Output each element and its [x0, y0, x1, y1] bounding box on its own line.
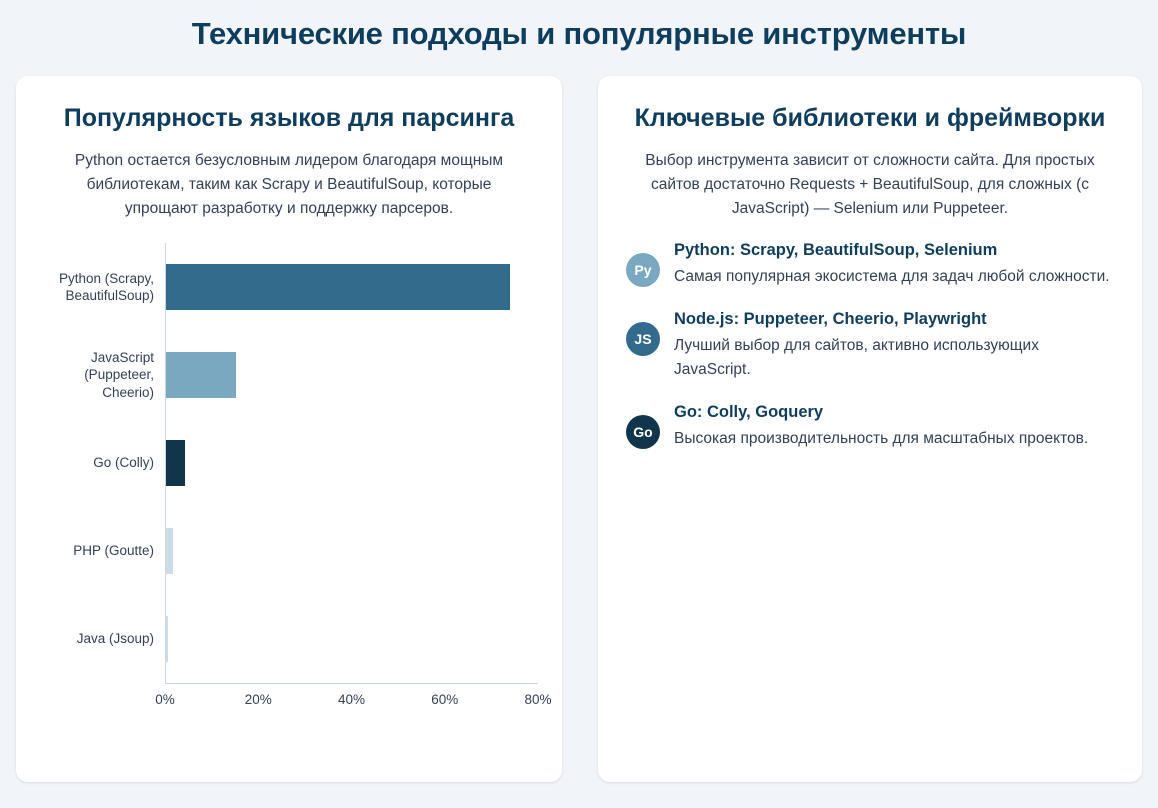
chart-category-label: JavaScript (Puppeteer, Cheerio) — [84, 350, 154, 400]
chart-bar-row — [40, 507, 538, 595]
library-description: Лучший выбор для сайтов, активно использующих JavaScript. — [673, 337, 1039, 378]
page-title: Технические подходы и популярные инструменты — [191, 16, 967, 51]
library-badge-icon: JS — [626, 322, 660, 356]
library-list-item — [626, 239, 1114, 288]
bar-chart — [40, 243, 552, 713]
chart-bar — [166, 616, 168, 662]
chart-bar — [166, 528, 173, 574]
library-text-block — [674, 308, 1114, 381]
library-text-block — [674, 401, 1114, 450]
key-libraries-card — [598, 76, 1142, 782]
chart-category-label: Go (Colly) — [93, 455, 154, 471]
chart-x-tick: 40% — [337, 692, 365, 708]
library-list-item — [626, 401, 1114, 450]
chart-plot-area — [165, 331, 538, 419]
chart-bar — [166, 264, 510, 310]
library-text-block — [674, 239, 1114, 288]
chart-bar — [166, 440, 185, 486]
chart-bar-row — [40, 595, 538, 683]
library-badge-icon: Go — [626, 415, 660, 449]
library-description: Высокая производительность для масштабных проектов. — [673, 430, 1089, 448]
chart-x-tick: 60% — [431, 692, 459, 708]
right-card-title: Ключевые библиотеки и фреймворки — [634, 103, 1106, 132]
chart-bar — [166, 352, 236, 398]
library-description: Самая популярная экосистема для задач любой сложности. — [673, 268, 1110, 286]
chart-x-axis — [155, 683, 552, 714]
chart-plot-area — [165, 419, 538, 507]
chart-category-label: PHP (Goutte) — [73, 543, 154, 559]
chart-category-label: Java (Jsoup) — [76, 631, 154, 647]
right-card-subtitle: Выбор инструмента зависит от сложности сайта. Для простых сайтов достаточно Requests + BeautifulSoup, для сложных (с JavaScript) — Selenium или Puppeteer. — [645, 152, 1095, 218]
chart-x-tick: 0% — [155, 692, 175, 708]
library-list — [626, 239, 1114, 450]
library-badge-icon: Py — [626, 253, 660, 287]
chart-bar-row — [40, 331, 538, 419]
chart-plot-area — [165, 595, 538, 683]
chart-category-label: Python (Scrapy, BeautifulSoup) — [58, 270, 154, 304]
library-heading: Python: Scrapy, BeautifulSoup, Selenium — [673, 241, 998, 260]
chart-bar-row — [40, 419, 538, 507]
library-heading: Go: Colly, Goquery — [673, 402, 824, 421]
left-card-title: Популярность языков для парсинга — [63, 103, 515, 132]
chart-rows — [40, 243, 538, 683]
slide-root — [0, 8, 1158, 808]
chart-x-tick: 80% — [524, 692, 552, 708]
library-list-item — [626, 308, 1114, 381]
chart-plot-area — [165, 507, 538, 595]
chart-plot-area — [165, 243, 538, 331]
left-card-subtitle: Python остается безусловным лидером благодаря мощным библиотекам, таким как Scrapy и BeautifulSoup, которые упрощают разработку и поддержку парсеров. — [74, 152, 504, 218]
chart-x-tick: 20% — [244, 692, 272, 708]
languages-popularity-card — [16, 76, 562, 782]
library-heading: Node.js: Puppeteer, Cheerio, Playwright — [673, 310, 987, 329]
chart-bar-row — [40, 243, 538, 331]
cards-container — [16, 76, 1142, 782]
